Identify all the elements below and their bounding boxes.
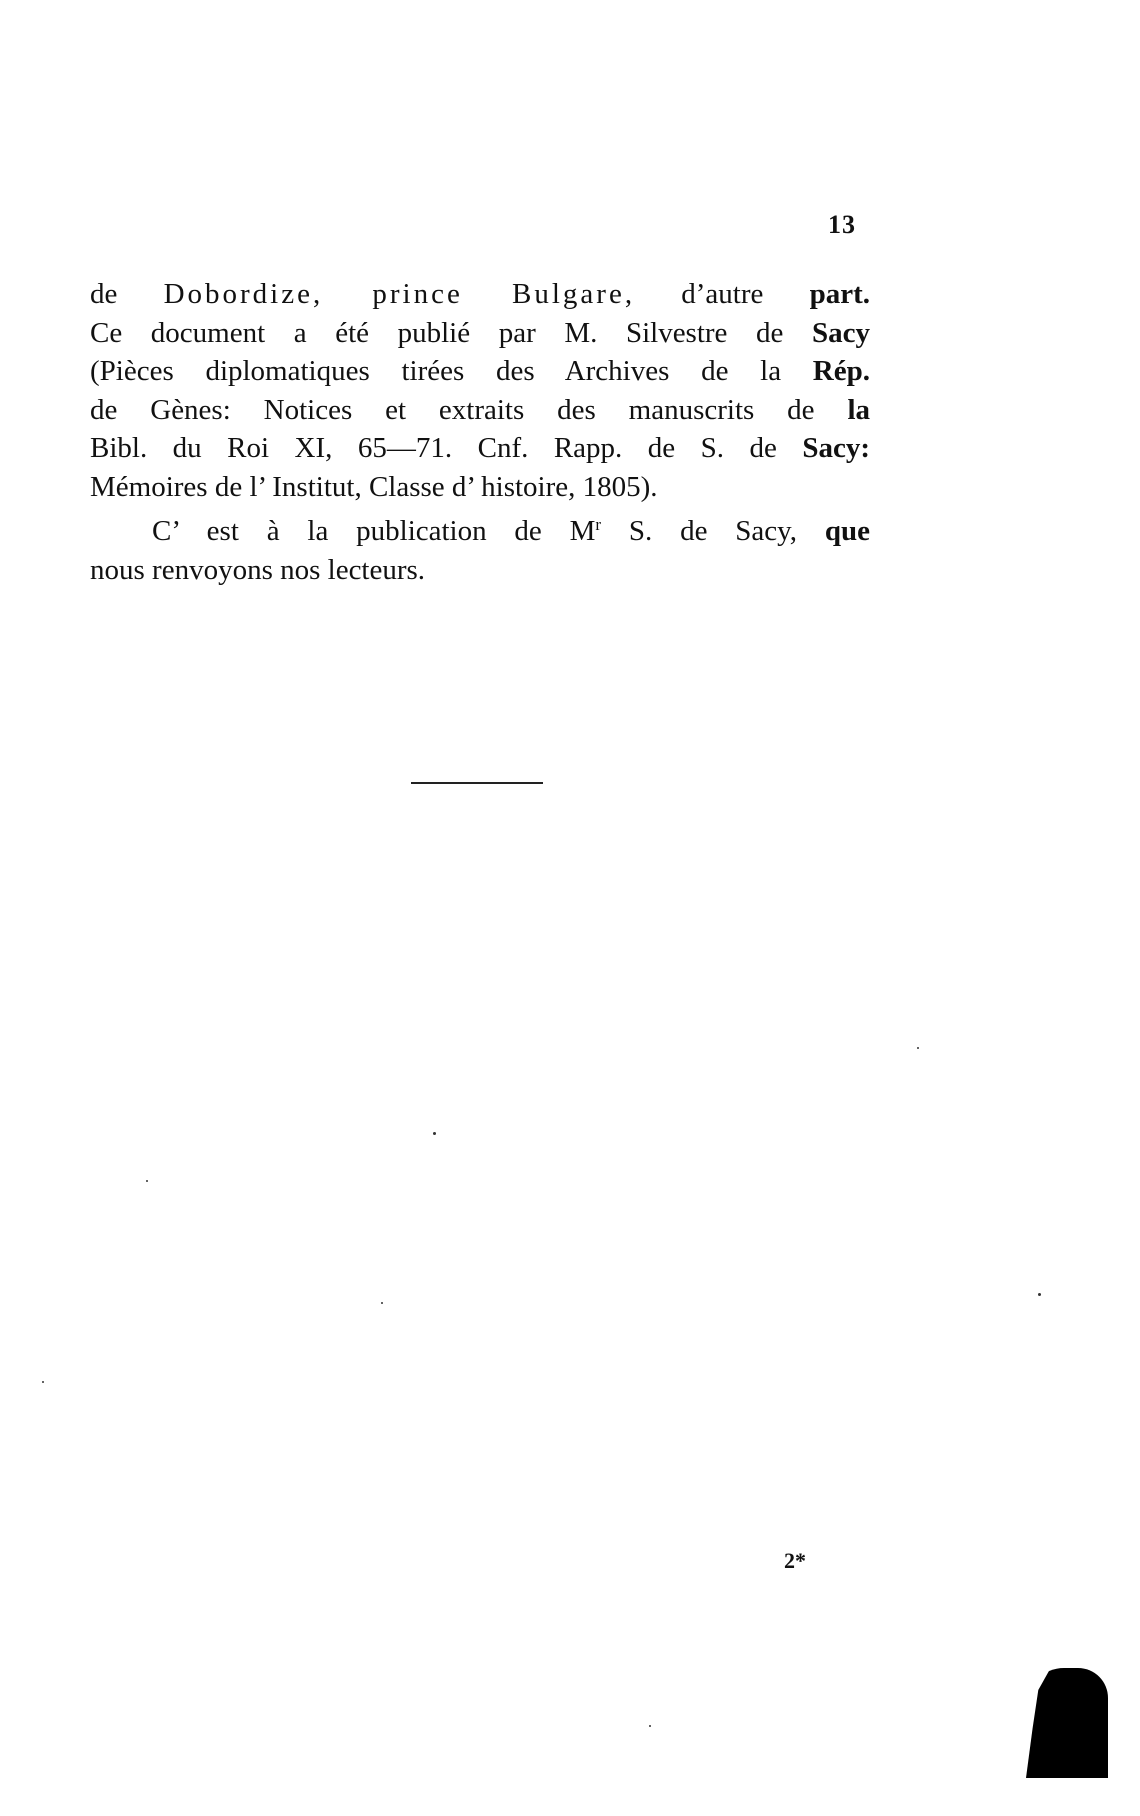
text-line-3: (Pièces diplomatiques tirées des Archives de la Rép. (90, 355, 870, 387)
spaced-name: Dobordize, prince Bulgare, (163, 278, 636, 310)
superscript: r (595, 515, 602, 534)
text-line-5: Bibl. du Roi XI, 65—71. Cnf. Rapp. de S. de Sacy: (90, 432, 870, 464)
text-line-1: de Dobordize, prince Bulgare, d’autre part. (90, 278, 870, 310)
text-line-8: nous renvoyons nos lecteurs. (90, 553, 426, 586)
ink-blot (1026, 1668, 1108, 1778)
scan-speck (381, 1302, 383, 1304)
scan-speck (146, 1180, 148, 1182)
text-line-7: C’ est à la publication de $M^r$ S. de Sacy, que (152, 515, 870, 547)
scan-speck (649, 1725, 651, 1727)
section-divider (411, 782, 543, 784)
scan-speck (433, 1132, 436, 1135)
scan-speck (917, 1047, 919, 1049)
text-line-4: de Gènes: Notices et extraits des manuscrits de la (90, 393, 870, 426)
text-line-2: Ce document a été publié par M. Silvestre de Sacy (90, 316, 870, 349)
signature-mark: 2* (784, 1548, 806, 1573)
body-text (90, 275, 870, 589)
text-line-6: Mémoires de l’ Institut, Classe d’ histoire, 1805). (90, 470, 658, 503)
scan-speck (42, 1381, 44, 1383)
page-number: 13 (828, 210, 856, 239)
scan-speck (1038, 1293, 1041, 1296)
